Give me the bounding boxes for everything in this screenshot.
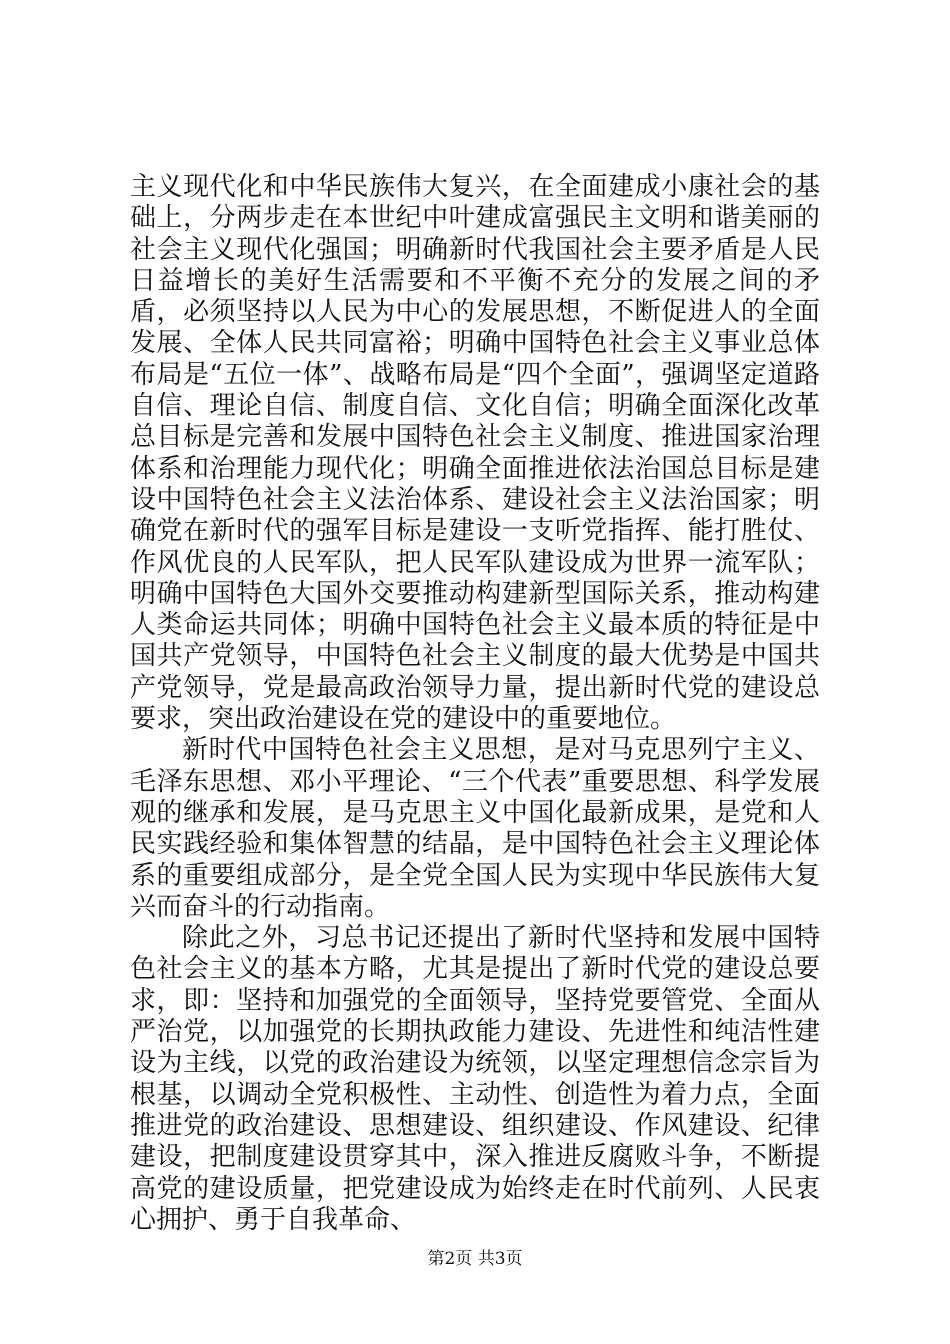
paragraph-3: 除此之外，习总书记还提出了新时代坚持和发展中国特色社会主义的基本方略，尤其是提出了新时代党的建设总要求，即：坚持和加强党的全面领导，坚持党要管党、全面从严治党，以加强党的长期执政能力建设、先进性和纯洁性建设为主线，以党的政治建设为统领，以坚定理想信念宗旨为根基，以调动全党积极性、主动性、创造性为着力点，全面推进党的政治建设、思想建设、组织建设、作风建设、纪律建设，把制度建设贯穿其中，深入推进反腐败斗争，不断提高党的建设质量，把党建设成为始终走在时代前列、人民衷心拥护、勇于自我革命、 — [130, 923, 820, 1235]
paragraph-1: 主义现代化和中华民族伟大复兴，在全面建成小康社会的基础上，分两步走在本世纪中叶建成富强民主文明和谐美丽的社会主义现代化强国；明确新时代我国社会主要矛盾是人民日益增长的美好生活需要和不平衡不充分的发展之间的矛盾，必须坚持以人民为中心的发展思想，不断促进人的全面发展、全体人民共同富裕；明确中国特色社会主义事业总体布局是“五位一体”、战略布局是“四个全面”，强调坚定道路自信、理论自信、制度自信、文化自信；明确全面深化改革总目标是完善和发展中国特色社会主义制度、推进国家治理体系和治理能力现代化；明确全面推进依法治国总目标是建设中国特色社会主义法治体系、建设社会主义法治国家；明确党在新时代的强军目标是建设一支听党指挥、能打胜仗、作风优良的人民军队，把人民军队建设成为世界一流军队；明确中国特色大国外交要推动构建新型国际关系，推动构建人类命运共同体；明确中国特色社会主义最本质的特征是中国共产党领导，中国特色社会主义制度的最大优势是中国共产党领导，党是最高政治领导力量，提出新时代党的建设总要求，突出政治建设在党的建设中的重要地位。 — [130, 172, 820, 735]
paragraph-2: 新时代中国特色社会主义思想，是对马克思列宁主义、毛泽东思想、邓小平理论、“三个代表”重要思想、科学发展观的继承和发展，是马克思主义中国化最新成果，是党和人民实践经验和集体智慧的结晶，是中国特色社会主义理论体系的重要组成部分，是全党全国人民为实现中华民族伟大复兴而奋斗的行动指南。 — [130, 735, 820, 922]
page-footer — [0, 1244, 950, 1269]
document-body — [130, 172, 820, 1236]
page-number-label: 第2页 共3页 — [427, 1249, 523, 1269]
